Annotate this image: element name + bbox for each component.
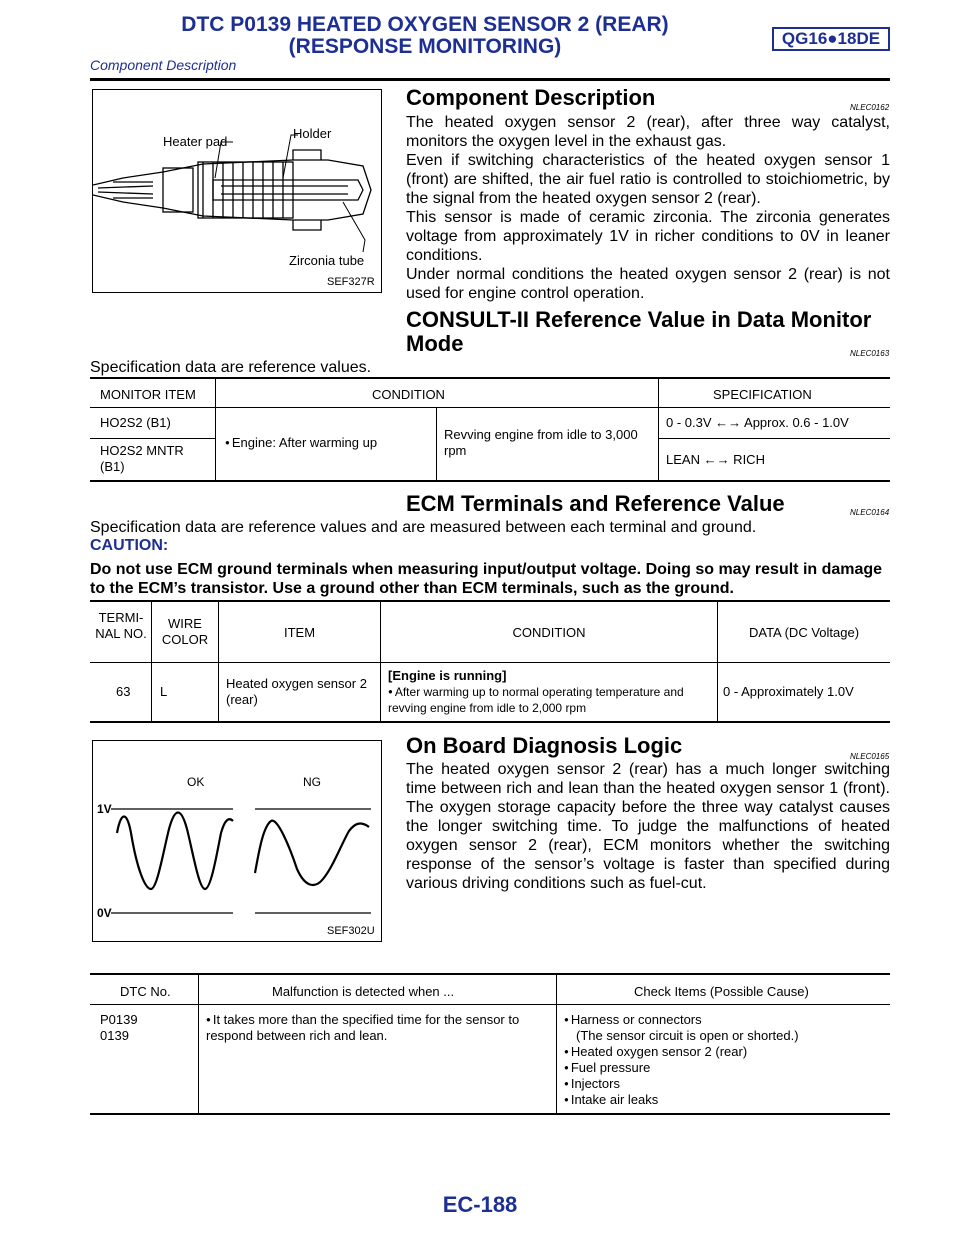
dtc-malfunction: ● It takes more than the specified time for the sensor to respond between rich and lean. [206,1012,546,1044]
consult-header-rule [90,407,890,408]
consult-title-line1: CONSULT-II Reference Value in Data Monitor [406,307,872,332]
ecm-col-1 [151,602,152,721]
consult-hdr-condition: CONDITION [372,387,445,402]
figure2-code: SEF302U [327,925,375,937]
consult-table-bottom [90,480,890,482]
engine-code-badge: QG16●18DE [772,27,890,51]
ecm-data: 0 - Approximately 1.0V [723,684,854,699]
consult-hdr-monitor: MONITOR ITEM [100,387,196,402]
heater-pad-label: Heater pad [163,134,228,149]
caution-text: Do not use ECM ground terminals when measuring input/output voltage. Doing so may result in damage to the ECM’s transistor. Use a ground other than ECM terminals, such as the ground. [90,561,883,597]
ecm-title: ECM Terminals and Reference Value [406,491,785,516]
consult-title-line2: Mode [406,331,464,356]
ecm-hdr-terminal: TERMI-NAL NO. [95,610,147,641]
consult-item-divider [90,438,215,439]
obd-ref: NLEC0165 [850,752,890,761]
ecm-hdr-wire: WIRE COLOR [161,616,209,647]
zero-volt-label: 0V [97,906,112,920]
ecm-col-2 [218,602,219,721]
consult-condition-2: Revving engine from idle to 3,000 rpm [444,427,638,458]
consult-intro: Specification data are reference values. [90,359,372,376]
holder-label: Holder [293,126,332,141]
dtc-table-top [90,973,890,975]
ecm-cond-item: ● After warming up to normal operating temperature and revving engine from idle to 2,000 rpm [388,684,718,716]
ecm-header-rule [90,662,890,663]
header-subtitle: Component Description [90,57,237,73]
obd-text: The heated oxygen sensor 2 (rear) has a much longer switching time between rich and lean than the heated oxygen sensor 1 (front). The oxygen storage capacity before the three way catalyst causes the longer switching time. To judge the malfunctions of heated oxygen sensor 2 (rear), ECM monitors whether the switching response of the sensor’s voltage is faster than specified during various driving conditions such as fuel-cut. [406,761,890,892]
ecm-terminal: 63 [116,684,131,699]
sensor-figure [92,89,382,293]
component-text [406,113,890,303]
consult-hdr-spec: SPECIFICATION [713,387,812,402]
component-para-2: Even if switching characteristics of the heated oxygen sensor 1 (front) are shifted, the air fuel ratio is controlled to stoichiometric, by the signal from the heated oxygen sensor 2 (rear). [406,152,890,207]
consult-title [406,308,871,356]
dtc-col-2 [556,975,557,1113]
ecm-cond-head: [Engine is running] [388,668,507,683]
consult-col-sub [436,407,437,480]
component-title: Component Description [406,85,656,110]
consult-ref: NLEC0163 [850,349,890,358]
component-para-4: Under normal conditions the heated oxygen sensor 2 (rear) is not used for engine control operation. [406,266,890,302]
check-ho2s2: ● Heated oxygen sensor 2 (rear) [564,1044,884,1060]
ecm-hdr-item: ITEM [283,625,316,640]
sensor-cutaway-drawing [93,90,383,294]
ecm-intro: Specification data are reference values and are measured between each terminal and ground. [90,519,757,536]
header-title-line2: (RESPONSE MONITORING) [288,35,562,58]
component-para-1: The heated oxygen sensor 2 (rear), after three way catalyst, monitors the oxygen level in the exhaust gas. [406,114,890,150]
check-harness-note: (The sensor circuit is open or shorted.) [576,1028,799,1043]
consult-item-2: HO2S2 MNTR (B1) [100,443,184,474]
ecm-hdr-condition: CONDITION [512,625,586,640]
ecm-table-top [90,600,890,602]
header-title-line1: DTC P0139 HEATED OXYGEN SENSOR 2 (REAR) [181,13,669,36]
ecm-hdr-data: DATA (DC Voltage) [748,625,860,640]
dtc-hdr-no: DTC No. [120,984,171,999]
consult-col-1 [215,379,216,480]
ecm-col-3 [380,602,381,721]
dtc-col-1 [198,975,199,1113]
dtc-check-list [564,1012,884,1108]
waveform-drawing [93,741,383,943]
obd-title: On Board Diagnosis Logic [406,733,683,758]
caution-heading: CAUTION: [90,537,169,554]
page-number: EC-188 [442,1192,518,1217]
ecm-table-bottom [90,721,890,723]
component-ref: NLEC0162 [850,103,890,112]
one-volt-label: 1V [97,802,112,816]
ok-label: OK [187,775,205,789]
consult-table-top [90,377,890,379]
consult-spec-2: LEAN ←→ RICH [666,452,765,467]
zirconia-tube-label: Zirconia tube [289,253,365,268]
check-injectors: ● Injectors [564,1076,884,1092]
dtc-code: P0139 0139 [100,1012,138,1043]
check-harness: ● Harness or connectors [564,1012,884,1028]
check-fuel-pressure: ● Fuel pressure [564,1060,884,1076]
component-para-3: This sensor is made of ceramic zirconia. The zirconia generates voltage from approximately 1V in richer conditions to 0V in leaner conditions. [406,209,890,264]
figure1-code: SEF327R [327,276,375,288]
ecm-wire: L [160,684,168,699]
consult-spec-divider [658,438,890,439]
ng-label: NG [303,775,321,789]
dtc-header-rule [90,1004,890,1005]
consult-spec-1: 0 - 0.3V ←→ Approx. 0.6 - 1.0V [666,415,849,430]
dtc-hdr-check: Check Items (Possible Cause) [634,984,809,999]
check-intake-leaks: ● Intake air leaks [564,1092,884,1108]
consult-condition-1: ● Engine: After warming up [225,435,377,451]
waveform-figure [92,740,382,942]
ecm-ref: NLEC0164 [850,508,890,517]
consult-col-2 [658,379,659,480]
ecm-item: Heated oxygen sensor 2 (rear) [226,676,367,707]
header-rule [90,78,890,81]
dtc-hdr-malfunction: Malfunction is detected when ... [272,984,455,999]
dtc-table-bottom [90,1113,890,1115]
header-title [0,14,850,58]
consult-item-1: HO2S2 (B1) [100,415,171,430]
